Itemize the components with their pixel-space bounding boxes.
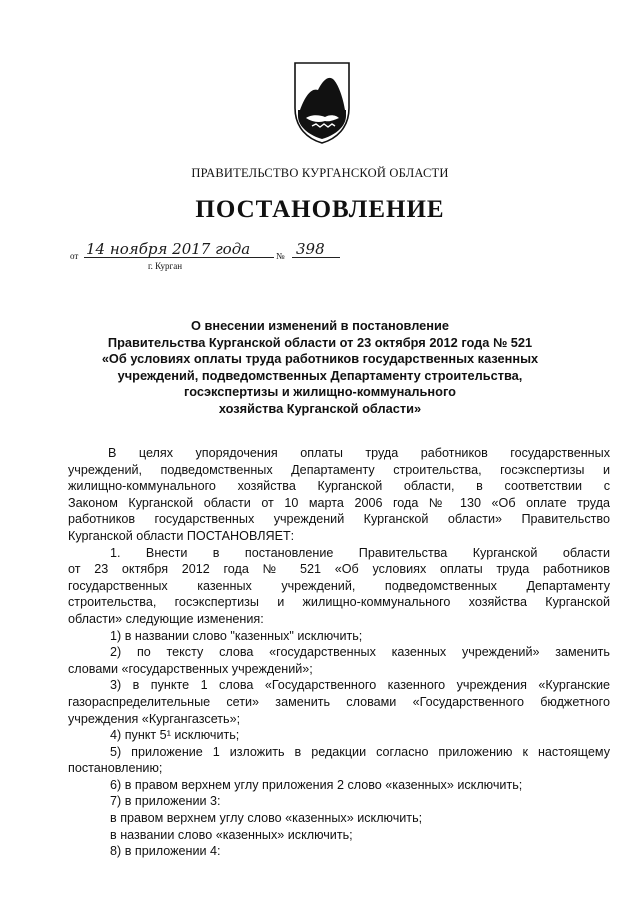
- body-line: 1) в названии слово "казенных" исключить;: [110, 628, 363, 643]
- body-line: газораспределительные сети» заменить словами «Государственного бюджетного: [68, 694, 610, 709]
- subject-line: учреждений, подведомственных Департаменту строительства,: [117, 367, 523, 383]
- body-line: учреждения «Кургангазсеть»;: [68, 711, 241, 726]
- subject-line: хозяйства Курганской области»: [218, 400, 422, 416]
- document-subject: [60, 318, 580, 417]
- subject-line: Правительства Курганской области от 23 октября 2012 года № 521: [107, 334, 533, 350]
- from-label: от: [70, 251, 79, 261]
- subject-line: О внесении изменений в постановление: [191, 318, 449, 333]
- body-line: 3) в пункте 1 слова «Государственного казенного учреждения «Курганские: [110, 678, 610, 693]
- city-label: г. Курган: [148, 261, 183, 271]
- body-line: работников государственных учреждений Курганской области» Правительство: [68, 512, 610, 527]
- body-line: 8) в приложении 4:: [110, 844, 221, 859]
- document-body: [68, 445, 610, 860]
- subject-line: «Об условиях оплаты труда работников государственных казенных: [101, 351, 539, 366]
- body-line: строительства, госэкспертизы и жилищно-коммунального хозяйства Курганской: [68, 595, 610, 610]
- subject-line: госэкспертизы и жилищно-коммунального: [184, 384, 456, 399]
- body-line: В целях упорядочения оплаты труда работников государственных: [108, 446, 610, 460]
- body-line: словами «государственных учреждений»;: [68, 661, 313, 676]
- body-line: 6) в правом верхнем углу приложения 2 слово «казенных» исключить;: [110, 777, 523, 792]
- coat-of-arms-emblem: [292, 60, 352, 144]
- body-line: 4) пункт 5¹ исключить;: [110, 728, 240, 743]
- body-line: жилищно-коммунального хозяйства Курганской области, в соответствии с: [68, 479, 610, 494]
- body-line: постановлению;: [68, 761, 163, 776]
- body-line: государственных казенных учреждений, подведомственных Департаменту: [68, 578, 610, 593]
- body-line: области» следующие изменения:: [68, 611, 264, 626]
- document-title: ПОСТАНОВЛЕНИЕ: [195, 196, 445, 223]
- handwritten-number: 398: [296, 240, 325, 258]
- date-underline: [84, 257, 274, 258]
- body-line: учреждений, подведомственных Департаменту строительства, госэкспертизы и: [68, 462, 610, 477]
- government-name: ПРАВИТЕЛЬСТВО КУРГАНСКОЙ ОБЛАСТИ: [191, 166, 449, 180]
- number-label: №: [276, 251, 285, 261]
- body-line: 1. Внести в постановление Правительства Курганской области: [110, 545, 610, 560]
- body-line: в правом верхнем углу слово «казенных» исключить;: [110, 811, 423, 826]
- dateline: [70, 238, 370, 278]
- body-line: Законом Курганской области от 10 марта 2006 года № 130 «Об оплате труда: [68, 495, 610, 510]
- body-line: Курганской области ПОСТАНОВЛЯЕТ:: [68, 528, 295, 543]
- body-line: 2) по тексту слова «государственных казенных учреждений» заменить: [110, 645, 610, 660]
- body-line: от 23 октября 2012 года № 521 «Об условиях оплаты труда работников: [68, 562, 610, 577]
- body-line: в названии слово «казенных» исключить;: [110, 827, 353, 842]
- body-line: 5) приложение 1 изложить в редакции согласно приложению к настоящему: [110, 744, 610, 759]
- number-underline: [292, 257, 340, 258]
- body-line: 7) в приложении 3:: [110, 794, 221, 809]
- handwritten-date: 14 ноября 2017 года: [86, 240, 251, 258]
